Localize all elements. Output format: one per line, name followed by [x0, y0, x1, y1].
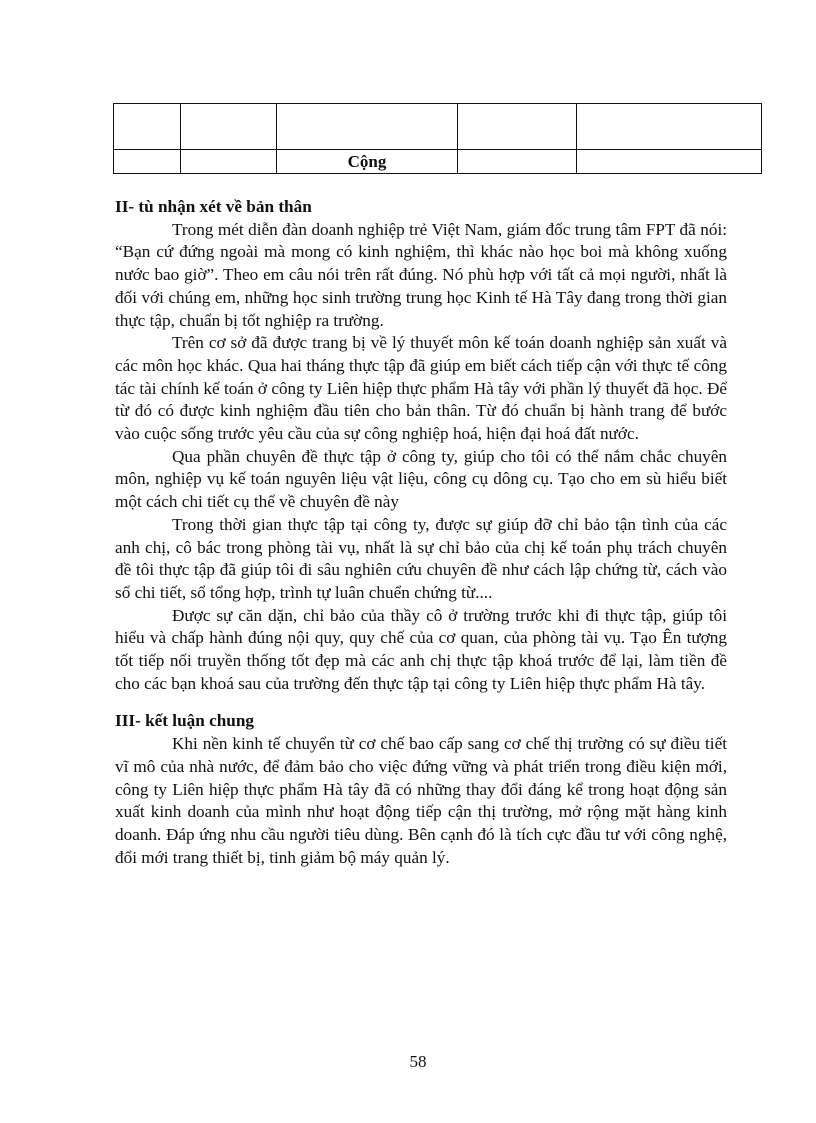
paragraph: Qua phần chuyên đề thực tập ở công ty, giúp cho tôi có thể nắm chắc chuyên môn, nghiệp vụ kế toán nguyên liệu vật liệu, công cụ dông cụ. Tạo cho em sù hiểu biết một cách chi tiết cụ thể về chuyên đề này [115, 446, 727, 512]
page-number: 58 [409, 1052, 427, 1071]
section-spacer [115, 695, 727, 710]
table-cell [458, 104, 577, 150]
table-row [114, 104, 762, 150]
table-cell [577, 104, 762, 150]
table-cell [181, 150, 277, 174]
section-heading: II- tù nhận xét về bản thân [115, 197, 312, 216]
table-total-row [114, 150, 762, 174]
paragraph: Trên cơ sở đã được trang bị về lý thuyết môn kế toán doanh nghiệp sản xuất và các môn học khác. Qua hai tháng thực tập đã giúp em biết cách tiếp cận với thực tế công tác tài chính kế toán ở công ty Liên hiệp thực phẩm Hà tây với phần lý thuyết đã học. Để từ đó có được kinh nghiệm đầu tiên cho bản thân. Từ đó chuẩn bị hành trang để bước vào cuộc sống trước yêu cầu của sự công nghiệp hoá, hiện đại hoá đất nước. [115, 333, 727, 444]
paragraph: Trong thời gian thực tập tại công ty, được sự giúp đỡ chỉ bảo tận tình của các anh chị, cô bác trong phòng tài vụ, nhất là sự chỉ bảo của chị kế toán phụ trách chuyên đề tôi thực tập đã giúp tôi đi sâu nghiên cứu chuyên đề như cách lập chứng từ, cách vào sổ chi tiết, sổ tổng hợp, trình tự luân chuển chứng từ.... [115, 514, 727, 602]
paragraph: Khi nền kinh tế chuyển từ cơ chế bao cấp sang cơ chế thị trường có sự điều tiết vĩ mô của nhà nước, để đảm bảo cho việc đứng vững và phát triển trong điều kiện mới, công ty Liên hiệp thực phẩm Hà tây đã có những thay đổi đáng kể trong hoạt động sản xuất kinh doanh của mình như hoạt động tiếp cận thị trường, mở rộng mặt hàng kinh doanh. Đáp ứng nhu cầu người tiêu dùng. Bên cạnh đó là tích cực đầu tư với công nghệ, đổi mới trang thiết bị, tinh giảm bộ máy quản lý. [115, 734, 727, 867]
table-cell [114, 104, 181, 150]
table-cell [114, 150, 181, 174]
table-cell [277, 104, 458, 150]
table-cell [577, 150, 762, 174]
paragraph: Được sự căn dặn, chỉ bảo của thầy cô ở trường trước khi đi thực tập, giúp tôi hiểu và chấp hành đúng nội quy, quy chế của cơ quan, của phòng tài vụ. Tạo Ên tượng tốt tiếp nối truyền thống tốt đẹp mà các anh chị thực tập khoá trước để lại, làm tiền đề cho các bạn khoá sau của trường đến thực tập tại công ty Liên hiệp thực phẩm Hà tây. [115, 605, 727, 693]
body-text [115, 196, 727, 869]
table-cell [458, 150, 577, 174]
section-heading: III- kết luận chung [115, 711, 254, 731]
total-label: Cộng [277, 150, 458, 174]
summary-table [113, 103, 762, 174]
paragraph: Trong mét diễn đàn doanh nghiệp trẻ Việt Nam, giám đốc trung tâm FPT đã nói: “Bạn cứ đứng ngoài mà mong có kinh nghiệm, thì khác nào học boi mà không xuống nước bao giờ”. Theo em câu nói trên rất đúng. Nó phù hợp với tất cả mọi người, nhất là đối với chúng em, những học sinh trường trung học Kinh tế Hà Tây đang trong thời gian thực tập, chuẩn bị tốt nghiệp ra trường. [115, 219, 727, 330]
table-cell [181, 104, 277, 150]
